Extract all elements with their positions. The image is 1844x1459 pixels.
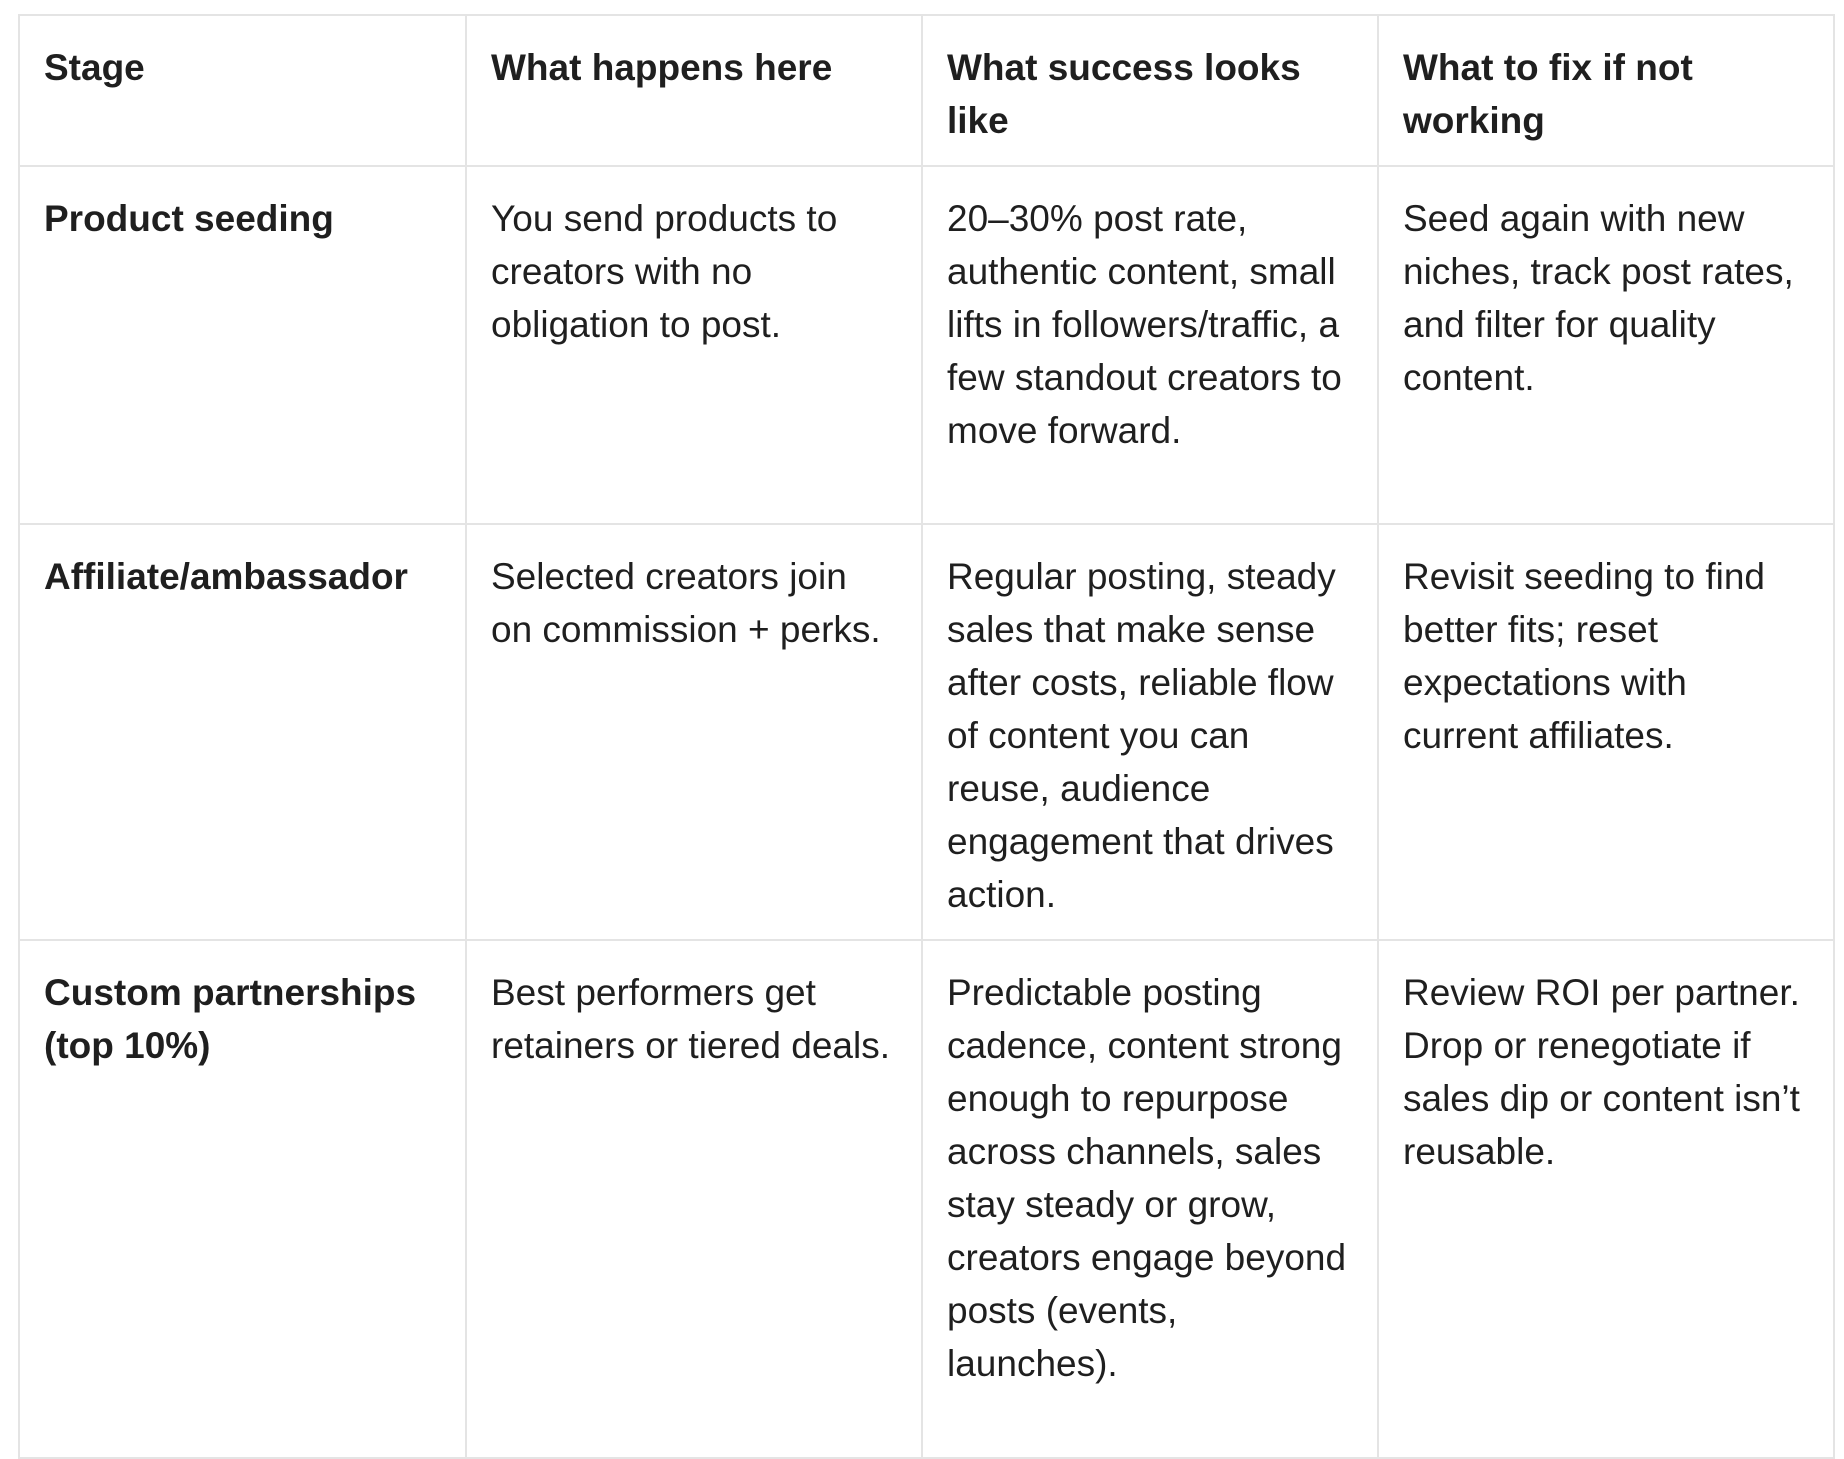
cell-success: Predictable posting cadence, content strong enough to repurpose across channels, sales stay steady or grow, creators engage beyond posts (events, launches). <box>922 940 1378 1458</box>
stages-table <box>18 14 1835 1459</box>
header-success: What success looks like <box>922 15 1378 166</box>
cell-stage: Affiliate/ambassador <box>19 524 466 940</box>
table-row <box>19 524 1834 940</box>
table-row <box>19 166 1834 524</box>
cell-stage: Product seeding <box>19 166 466 524</box>
header-what-happens: What happens here <box>466 15 922 166</box>
stages-table-container <box>18 14 1833 1459</box>
header-row <box>19 15 1834 166</box>
cell-what-happens: Selected creators join on commission + perks. <box>466 524 922 940</box>
header-stage: Stage <box>19 15 466 166</box>
cell-what-happens: Best performers get retainers or tiered deals. <box>466 940 922 1458</box>
table-body <box>19 166 1834 1458</box>
cell-stage: Custom partnerships (top 10%) <box>19 940 466 1458</box>
cell-fix: Review ROI per partner. Drop or renegotiate if sales dip or content isn’t reusable. <box>1378 940 1834 1458</box>
cell-fix: Revisit seeding to find better fits; reset expectations with current affiliates. <box>1378 524 1834 940</box>
cell-success: 20–30% post rate, authentic content, small lifts in followers/traffic, a few standout creators to move forward. <box>922 166 1378 524</box>
cell-success: Regular posting, steady sales that make sense after costs, reliable flow of content you can reuse, audience engagement that drives action. <box>922 524 1378 940</box>
table-header <box>19 15 1834 166</box>
cell-fix: Seed again with new niches, track post rates, and filter for quality content. <box>1378 166 1834 524</box>
header-fix: What to fix if not working <box>1378 15 1834 166</box>
cell-what-happens: You send products to creators with no obligation to post. <box>466 166 922 524</box>
table-row <box>19 940 1834 1458</box>
